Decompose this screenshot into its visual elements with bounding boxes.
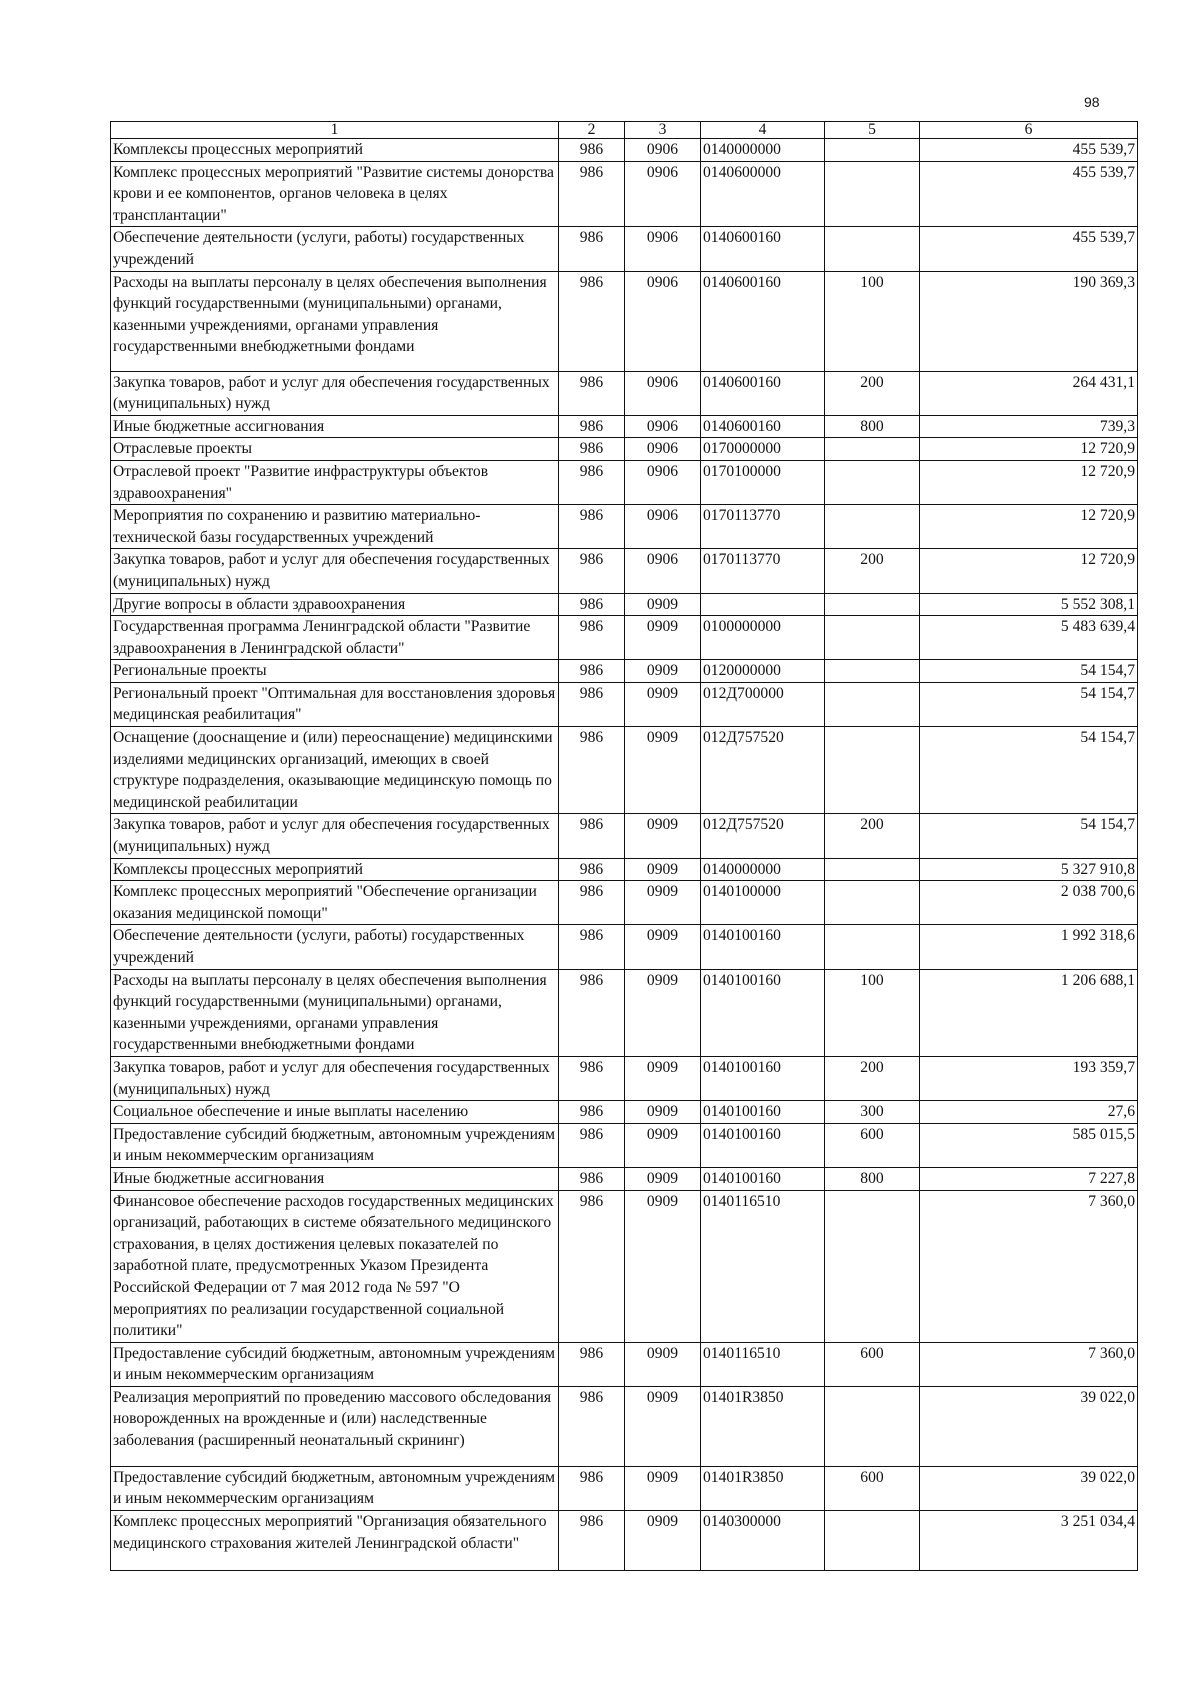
cell-section: 0909 xyxy=(625,1167,701,1190)
cell-type: 100 xyxy=(825,969,920,1056)
cell-grbs: 986 xyxy=(559,925,625,969)
cell-name: Обеспечение деятельности (услуги, работы) государственных учреждений xyxy=(111,925,559,969)
cell-type xyxy=(825,1511,920,1571)
cell-section: 0909 xyxy=(625,1056,701,1100)
cell-type xyxy=(825,925,920,969)
cell-type xyxy=(825,227,920,271)
table-row xyxy=(111,415,1138,438)
table-row xyxy=(111,727,1138,814)
cell-section: 0906 xyxy=(625,460,701,504)
column-header-1: 1 xyxy=(111,122,559,139)
cell-type: 600 xyxy=(825,1466,920,1510)
cell-grbs: 986 xyxy=(559,1123,625,1167)
cell-grbs: 986 xyxy=(559,1190,625,1342)
cell-grbs: 986 xyxy=(559,460,625,504)
cell-amount: 5 327 910,8 xyxy=(920,858,1138,881)
cell-name: Закупка товаров, работ и услуг для обеспечения государственных (муниципальных) нужд xyxy=(111,1056,559,1100)
cell-section: 0906 xyxy=(625,438,701,461)
column-header-2: 2 xyxy=(559,122,625,139)
cell-target: 0140100160 xyxy=(701,1056,825,1100)
cell-amount: 54 154,7 xyxy=(920,682,1138,726)
column-header-3: 3 xyxy=(625,122,701,139)
cell-section: 0906 xyxy=(625,371,701,415)
cell-target: 0140300000 xyxy=(701,1511,825,1571)
cell-target: 0120000000 xyxy=(701,660,825,683)
cell-amount: 54 154,7 xyxy=(920,727,1138,814)
cell-amount: 7 360,0 xyxy=(920,1342,1138,1386)
cell-amount: 455 539,7 xyxy=(920,227,1138,271)
column-header-4: 4 xyxy=(701,122,825,139)
cell-grbs: 986 xyxy=(559,271,625,371)
cell-amount: 12 720,9 xyxy=(920,505,1138,549)
cell-grbs: 986 xyxy=(559,1167,625,1190)
cell-section: 0909 xyxy=(625,1466,701,1510)
table-row xyxy=(111,438,1138,461)
cell-target: 0140100160 xyxy=(701,1101,825,1124)
cell-type: 100 xyxy=(825,271,920,371)
cell-section: 0909 xyxy=(625,1386,701,1466)
cell-target: 012Д757520 xyxy=(701,727,825,814)
table-header-row xyxy=(111,122,1138,139)
cell-amount: 27,6 xyxy=(920,1101,1138,1124)
cell-section: 0909 xyxy=(625,660,701,683)
cell-name: Закупка товаров, работ и услуг для обеспечения государственных (муниципальных) нужд xyxy=(111,549,559,593)
cell-amount: 7 360,0 xyxy=(920,1190,1138,1342)
table-row xyxy=(111,161,1138,227)
cell-target: 01401R3850 xyxy=(701,1466,825,1510)
cell-grbs: 986 xyxy=(559,139,625,162)
cell-type xyxy=(825,727,920,814)
cell-type xyxy=(825,593,920,616)
cell-grbs: 986 xyxy=(559,1101,625,1124)
cell-type: 800 xyxy=(825,1167,920,1190)
cell-type: 200 xyxy=(825,1056,920,1100)
cell-name: Региональные проекты xyxy=(111,660,559,683)
cell-name: Комплексы процессных мероприятий xyxy=(111,858,559,881)
cell-amount: 193 359,7 xyxy=(920,1056,1138,1100)
cell-amount: 455 539,7 xyxy=(920,161,1138,227)
budget-table xyxy=(110,121,1138,1571)
cell-grbs: 986 xyxy=(559,682,625,726)
cell-name: Иные бюджетные ассигнования xyxy=(111,1167,559,1190)
cell-name: Закупка товаров, работ и услуг для обеспечения государственных (муниципальных) нужд xyxy=(111,814,559,858)
cell-section: 0906 xyxy=(625,505,701,549)
cell-target: 0140600160 xyxy=(701,227,825,271)
cell-name: Предоставление субсидий бюджетным, автономным учреждениям и иным некоммерческим организациям xyxy=(111,1466,559,1510)
cell-amount: 1 992 318,6 xyxy=(920,925,1138,969)
cell-target: 0140600160 xyxy=(701,415,825,438)
cell-name: Реализация мероприятий по проведению массового обследования новорожденных на врожденные и (или) наследственные заболевания (расширенный неонатальный скрининг) xyxy=(111,1386,559,1466)
cell-target: 0140600160 xyxy=(701,271,825,371)
cell-section: 0909 xyxy=(625,593,701,616)
cell-amount: 54 154,7 xyxy=(920,660,1138,683)
cell-name: Предоставление субсидий бюджетным, автономным учреждениям и иным некоммерческим организациям xyxy=(111,1123,559,1167)
cell-name: Комплекс процессных мероприятий "Обеспечение организации оказания медицинской помощи" xyxy=(111,881,559,925)
cell-section: 0909 xyxy=(625,1123,701,1167)
cell-target: 0100000000 xyxy=(701,616,825,660)
cell-amount: 455 539,7 xyxy=(920,139,1138,162)
cell-grbs: 986 xyxy=(559,660,625,683)
cell-grbs: 986 xyxy=(559,1386,625,1466)
table-row xyxy=(111,371,1138,415)
cell-name: Предоставление субсидий бюджетным, автономным учреждениям и иным некоммерческим организациям xyxy=(111,1342,559,1386)
table-row xyxy=(111,616,1138,660)
cell-grbs: 986 xyxy=(559,814,625,858)
table-row xyxy=(111,969,1138,1056)
cell-target: 0140100160 xyxy=(701,969,825,1056)
cell-section: 0906 xyxy=(625,139,701,162)
cell-name: Мероприятия по сохранению и развитию материально-технической базы государственных учреждений xyxy=(111,505,559,549)
cell-section: 0909 xyxy=(625,1511,701,1571)
cell-grbs: 986 xyxy=(559,415,625,438)
cell-name: Отраслевые проекты xyxy=(111,438,559,461)
table-row xyxy=(111,1167,1138,1190)
cell-target: 0140000000 xyxy=(701,858,825,881)
cell-grbs: 986 xyxy=(559,438,625,461)
cell-target: 0170100000 xyxy=(701,460,825,504)
cell-section: 0909 xyxy=(625,1342,701,1386)
table-row xyxy=(111,460,1138,504)
cell-type xyxy=(825,1190,920,1342)
cell-grbs: 986 xyxy=(559,858,625,881)
table-row xyxy=(111,1466,1138,1510)
cell-name: Региональный проект "Оптимальная для восстановления здоровья медицинская реабилитация" xyxy=(111,682,559,726)
cell-section: 0906 xyxy=(625,415,701,438)
table-row xyxy=(111,1101,1138,1124)
table-row xyxy=(111,227,1138,271)
cell-amount: 1 206 688,1 xyxy=(920,969,1138,1056)
cell-section: 0909 xyxy=(625,682,701,726)
cell-section: 0909 xyxy=(625,814,701,858)
cell-name: Отраслевой проект "Развитие инфраструктуры объектов здравоохранения" xyxy=(111,460,559,504)
cell-name: Комплекс процессных мероприятий "Организация обязательного медицинского страхования жителей Ленинградской области" xyxy=(111,1511,559,1571)
cell-amount: 12 720,9 xyxy=(920,438,1138,461)
cell-type xyxy=(825,438,920,461)
cell-section: 0909 xyxy=(625,616,701,660)
table-row xyxy=(111,505,1138,549)
cell-amount: 12 720,9 xyxy=(920,460,1138,504)
table-row xyxy=(111,682,1138,726)
cell-target: 0140600160 xyxy=(701,371,825,415)
cell-amount: 5 552 308,1 xyxy=(920,593,1138,616)
cell-type: 800 xyxy=(825,415,920,438)
cell-target: 0140116510 xyxy=(701,1190,825,1342)
cell-target: 0170000000 xyxy=(701,438,825,461)
cell-type xyxy=(825,139,920,162)
cell-type xyxy=(825,858,920,881)
cell-amount: 5 483 639,4 xyxy=(920,616,1138,660)
cell-section: 0906 xyxy=(625,271,701,371)
cell-amount: 264 431,1 xyxy=(920,371,1138,415)
cell-section: 0909 xyxy=(625,858,701,881)
cell-grbs: 986 xyxy=(559,371,625,415)
cell-type xyxy=(825,1386,920,1466)
table-row xyxy=(111,858,1138,881)
table-row xyxy=(111,881,1138,925)
cell-target: 0140000000 xyxy=(701,139,825,162)
cell-section: 0906 xyxy=(625,161,701,227)
cell-grbs: 986 xyxy=(559,1466,625,1510)
cell-grbs: 986 xyxy=(559,1056,625,1100)
cell-grbs: 986 xyxy=(559,505,625,549)
cell-name: Обеспечение деятельности (услуги, работы) государственных учреждений xyxy=(111,227,559,271)
cell-type: 600 xyxy=(825,1342,920,1386)
cell-target: 01401R3850 xyxy=(701,1386,825,1466)
cell-type xyxy=(825,505,920,549)
table-row xyxy=(111,549,1138,593)
cell-amount: 3 251 034,4 xyxy=(920,1511,1138,1571)
cell-type: 200 xyxy=(825,371,920,415)
cell-target: 012Д757520 xyxy=(701,814,825,858)
cell-grbs: 986 xyxy=(559,227,625,271)
cell-name: Социальное обеспечение и иные выплаты населению xyxy=(111,1101,559,1124)
column-header-5: 5 xyxy=(825,122,920,139)
cell-target: 012Д700000 xyxy=(701,682,825,726)
cell-target: 0170113770 xyxy=(701,549,825,593)
cell-grbs: 986 xyxy=(559,881,625,925)
cell-name: Оснащение (дооснащение и (или) переоснащение) медицинскими изделиями медицинских организаций, имеющих в своей структуре подразделения, оказывающие медицинскую помощь по медицинской реабилитации xyxy=(111,727,559,814)
cell-type xyxy=(825,660,920,683)
table-row xyxy=(111,1123,1138,1167)
table-row xyxy=(111,925,1138,969)
table-row xyxy=(111,660,1138,683)
cell-type: 300 xyxy=(825,1101,920,1124)
cell-grbs: 986 xyxy=(559,616,625,660)
table-row xyxy=(111,1511,1138,1571)
cell-section: 0909 xyxy=(625,969,701,1056)
cell-grbs: 986 xyxy=(559,593,625,616)
table-row xyxy=(111,1342,1138,1386)
cell-grbs: 986 xyxy=(559,727,625,814)
page-number: 98 xyxy=(1084,94,1100,110)
cell-name: Расходы на выплаты персоналу в целях обеспечения выполнения функций государственными (муниципальными) органами, казенными учреждениями, органами управления государственными внебюджетными фондами xyxy=(111,271,559,371)
cell-target: 0140116510 xyxy=(701,1342,825,1386)
cell-name: Финансовое обеспечение расходов государственных медицинских организаций, работающих в системе обязательного медицинского страхования, в целях достижения целевых показателей по заработной плате, предусмотренных Указом Президента Российской Федерации от 7 мая 2012 года № 597 "О мероприятиях по реализации государственной социальной политики" xyxy=(111,1190,559,1342)
cell-amount: 7 227,8 xyxy=(920,1167,1138,1190)
cell-target: 0170113770 xyxy=(701,505,825,549)
cell-section: 0909 xyxy=(625,881,701,925)
cell-section: 0909 xyxy=(625,1190,701,1342)
cell-amount: 190 369,3 xyxy=(920,271,1138,371)
cell-name: Иные бюджетные ассигнования xyxy=(111,415,559,438)
cell-type: 200 xyxy=(825,814,920,858)
cell-target: 0140100160 xyxy=(701,1167,825,1190)
cell-section: 0906 xyxy=(625,549,701,593)
cell-name: Закупка товаров, работ и услуг для обеспечения государственных (муниципальных) нужд xyxy=(111,371,559,415)
cell-grbs: 986 xyxy=(559,1511,625,1571)
cell-name: Государственная программа Ленинградской области "Развитие здравоохранения в Ленинградской области" xyxy=(111,616,559,660)
cell-target xyxy=(701,593,825,616)
cell-type xyxy=(825,161,920,227)
cell-amount: 585 015,5 xyxy=(920,1123,1138,1167)
cell-name: Расходы на выплаты персоналу в целях обеспечения выполнения функций государственными (муниципальными) органами, казенными учреждениями, органами управления государственными внебюджетными фондами xyxy=(111,969,559,1056)
cell-section: 0909 xyxy=(625,727,701,814)
cell-section: 0906 xyxy=(625,227,701,271)
table-body xyxy=(111,122,1138,1571)
cell-target: 0140600000 xyxy=(701,161,825,227)
cell-type xyxy=(825,881,920,925)
table-row xyxy=(111,1386,1138,1466)
cell-grbs: 986 xyxy=(559,549,625,593)
cell-amount: 39 022,0 xyxy=(920,1386,1138,1466)
cell-name: Комплексы процессных мероприятий xyxy=(111,139,559,162)
cell-amount: 739,3 xyxy=(920,415,1138,438)
cell-amount: 54 154,7 xyxy=(920,814,1138,858)
cell-type xyxy=(825,616,920,660)
cell-target: 0140100000 xyxy=(701,881,825,925)
cell-type xyxy=(825,460,920,504)
cell-target: 0140100160 xyxy=(701,925,825,969)
cell-type: 600 xyxy=(825,1123,920,1167)
cell-type xyxy=(825,682,920,726)
cell-name: Комплекс процессных мероприятий "Развитие системы донорства крови и ее компонентов, органов человека в целях трансплантации" xyxy=(111,161,559,227)
cell-grbs: 986 xyxy=(559,161,625,227)
table-row xyxy=(111,271,1138,371)
cell-grbs: 986 xyxy=(559,969,625,1056)
table-row xyxy=(111,593,1138,616)
column-header-6: 6 xyxy=(920,122,1138,139)
cell-section: 0909 xyxy=(625,925,701,969)
table-row xyxy=(111,1190,1138,1342)
table-row xyxy=(111,139,1138,162)
cell-amount: 39 022,0 xyxy=(920,1466,1138,1510)
cell-name: Другие вопросы в области здравоохранения xyxy=(111,593,559,616)
cell-type: 200 xyxy=(825,549,920,593)
cell-grbs: 986 xyxy=(559,1342,625,1386)
cell-section: 0909 xyxy=(625,1101,701,1124)
table-row xyxy=(111,814,1138,858)
table-row xyxy=(111,1056,1138,1100)
cell-amount: 2 038 700,6 xyxy=(920,881,1138,925)
cell-target: 0140100160 xyxy=(701,1123,825,1167)
cell-amount: 12 720,9 xyxy=(920,549,1138,593)
